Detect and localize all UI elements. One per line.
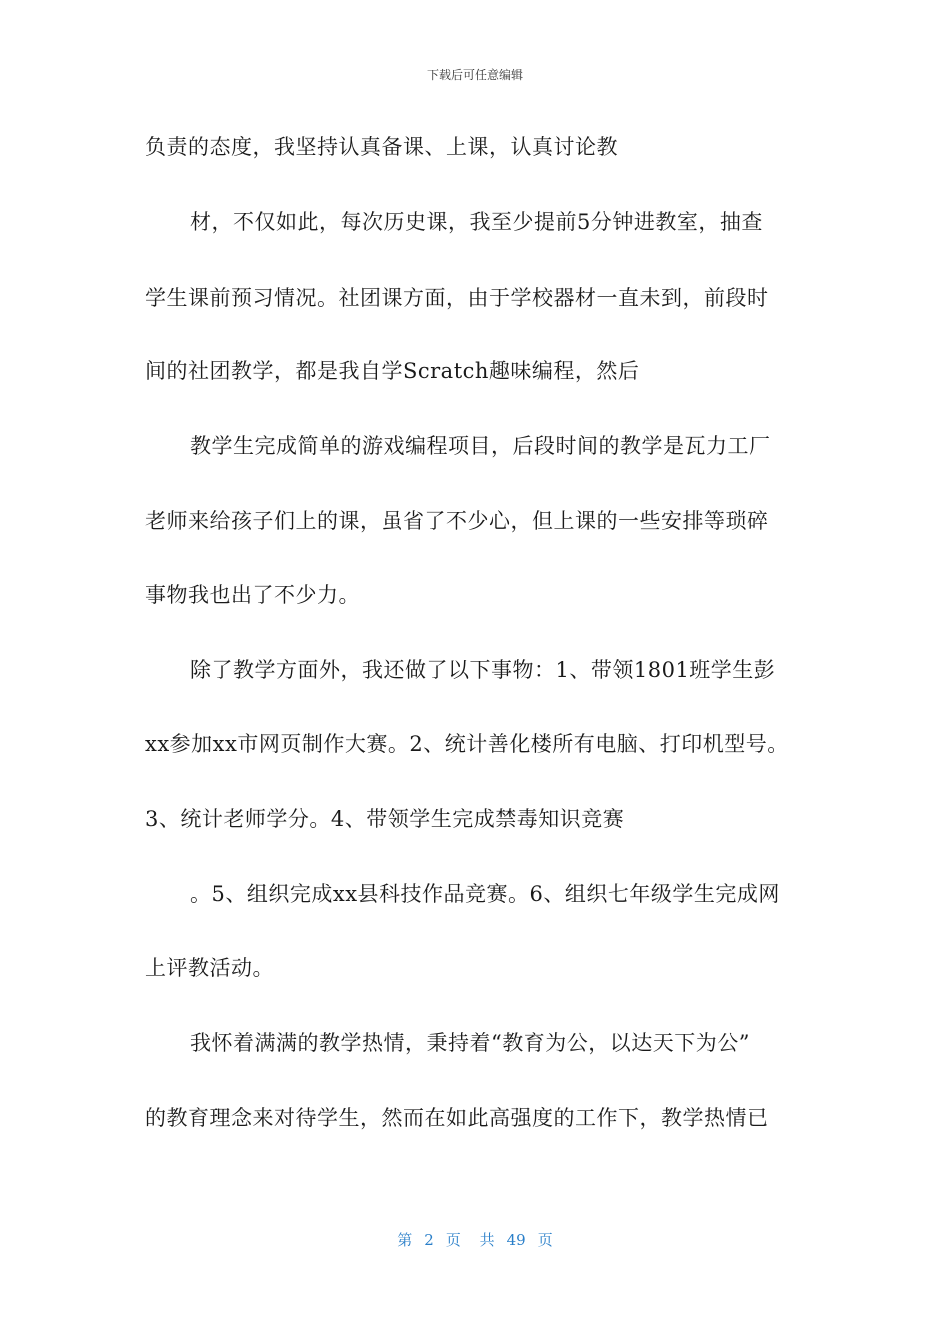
text-line-1: 负责的态度，我坚持认真备课、上课，认真讨论教 bbox=[145, 135, 618, 159]
page-footer bbox=[0, 1229, 950, 1250]
text-line-12: 上评教活动。 bbox=[145, 956, 274, 980]
text-line-10: 3、统计老师学分。4、带领学生完成禁毒知识竞赛 bbox=[145, 807, 625, 831]
text-line-2: 材，不仅如此，每次历史课，我至少提前5分钟进教室，抽查 bbox=[190, 210, 763, 234]
text-line-6: 老师来给孩子们上的课，虽省了不少心，但上课的一些安排等琐碎 bbox=[145, 509, 769, 533]
page-prefix: 第 bbox=[397, 1231, 413, 1249]
text-line-14: 的教育理念来对待学生，然而在如此高强度的工作下，教学热情已 bbox=[145, 1106, 769, 1130]
text-line-8: 除了教学方面外，我还做了以下事物：1、带领1801班学生彭 bbox=[190, 658, 776, 682]
text-line-5: 教学生完成简单的游戏编程项目，后段时间的教学是瓦力工厂 bbox=[190, 434, 771, 458]
page-total-number: 49 bbox=[506, 1231, 526, 1249]
text-line-9: xx参加xx市网页制作大赛。2、统计善化楼所有电脑、打印机型号。 bbox=[145, 732, 789, 756]
text-line-13: 我怀着满满的教学热情，秉持着“教育为公，以达天下为公” bbox=[190, 1031, 750, 1055]
text-line-4: 间的社团教学，都是我自学Scratch趣味编程，然后 bbox=[145, 359, 640, 383]
text-line-3: 学生课前预习情况。社团课方面，由于学校器材一直未到，前段时 bbox=[145, 286, 769, 310]
page-current-number: 2 bbox=[424, 1231, 434, 1249]
text-line-7: 事物我也出了不少力。 bbox=[145, 583, 360, 607]
text-line-11: 。5、组织完成xx县科技作品竞赛。6、组织七年级学生完成网 bbox=[190, 882, 780, 906]
page-header: 下载后可任意编辑 bbox=[426, 68, 523, 82]
page-mid: 页 共 bbox=[445, 1231, 495, 1249]
page-suffix: 页 bbox=[537, 1231, 553, 1249]
